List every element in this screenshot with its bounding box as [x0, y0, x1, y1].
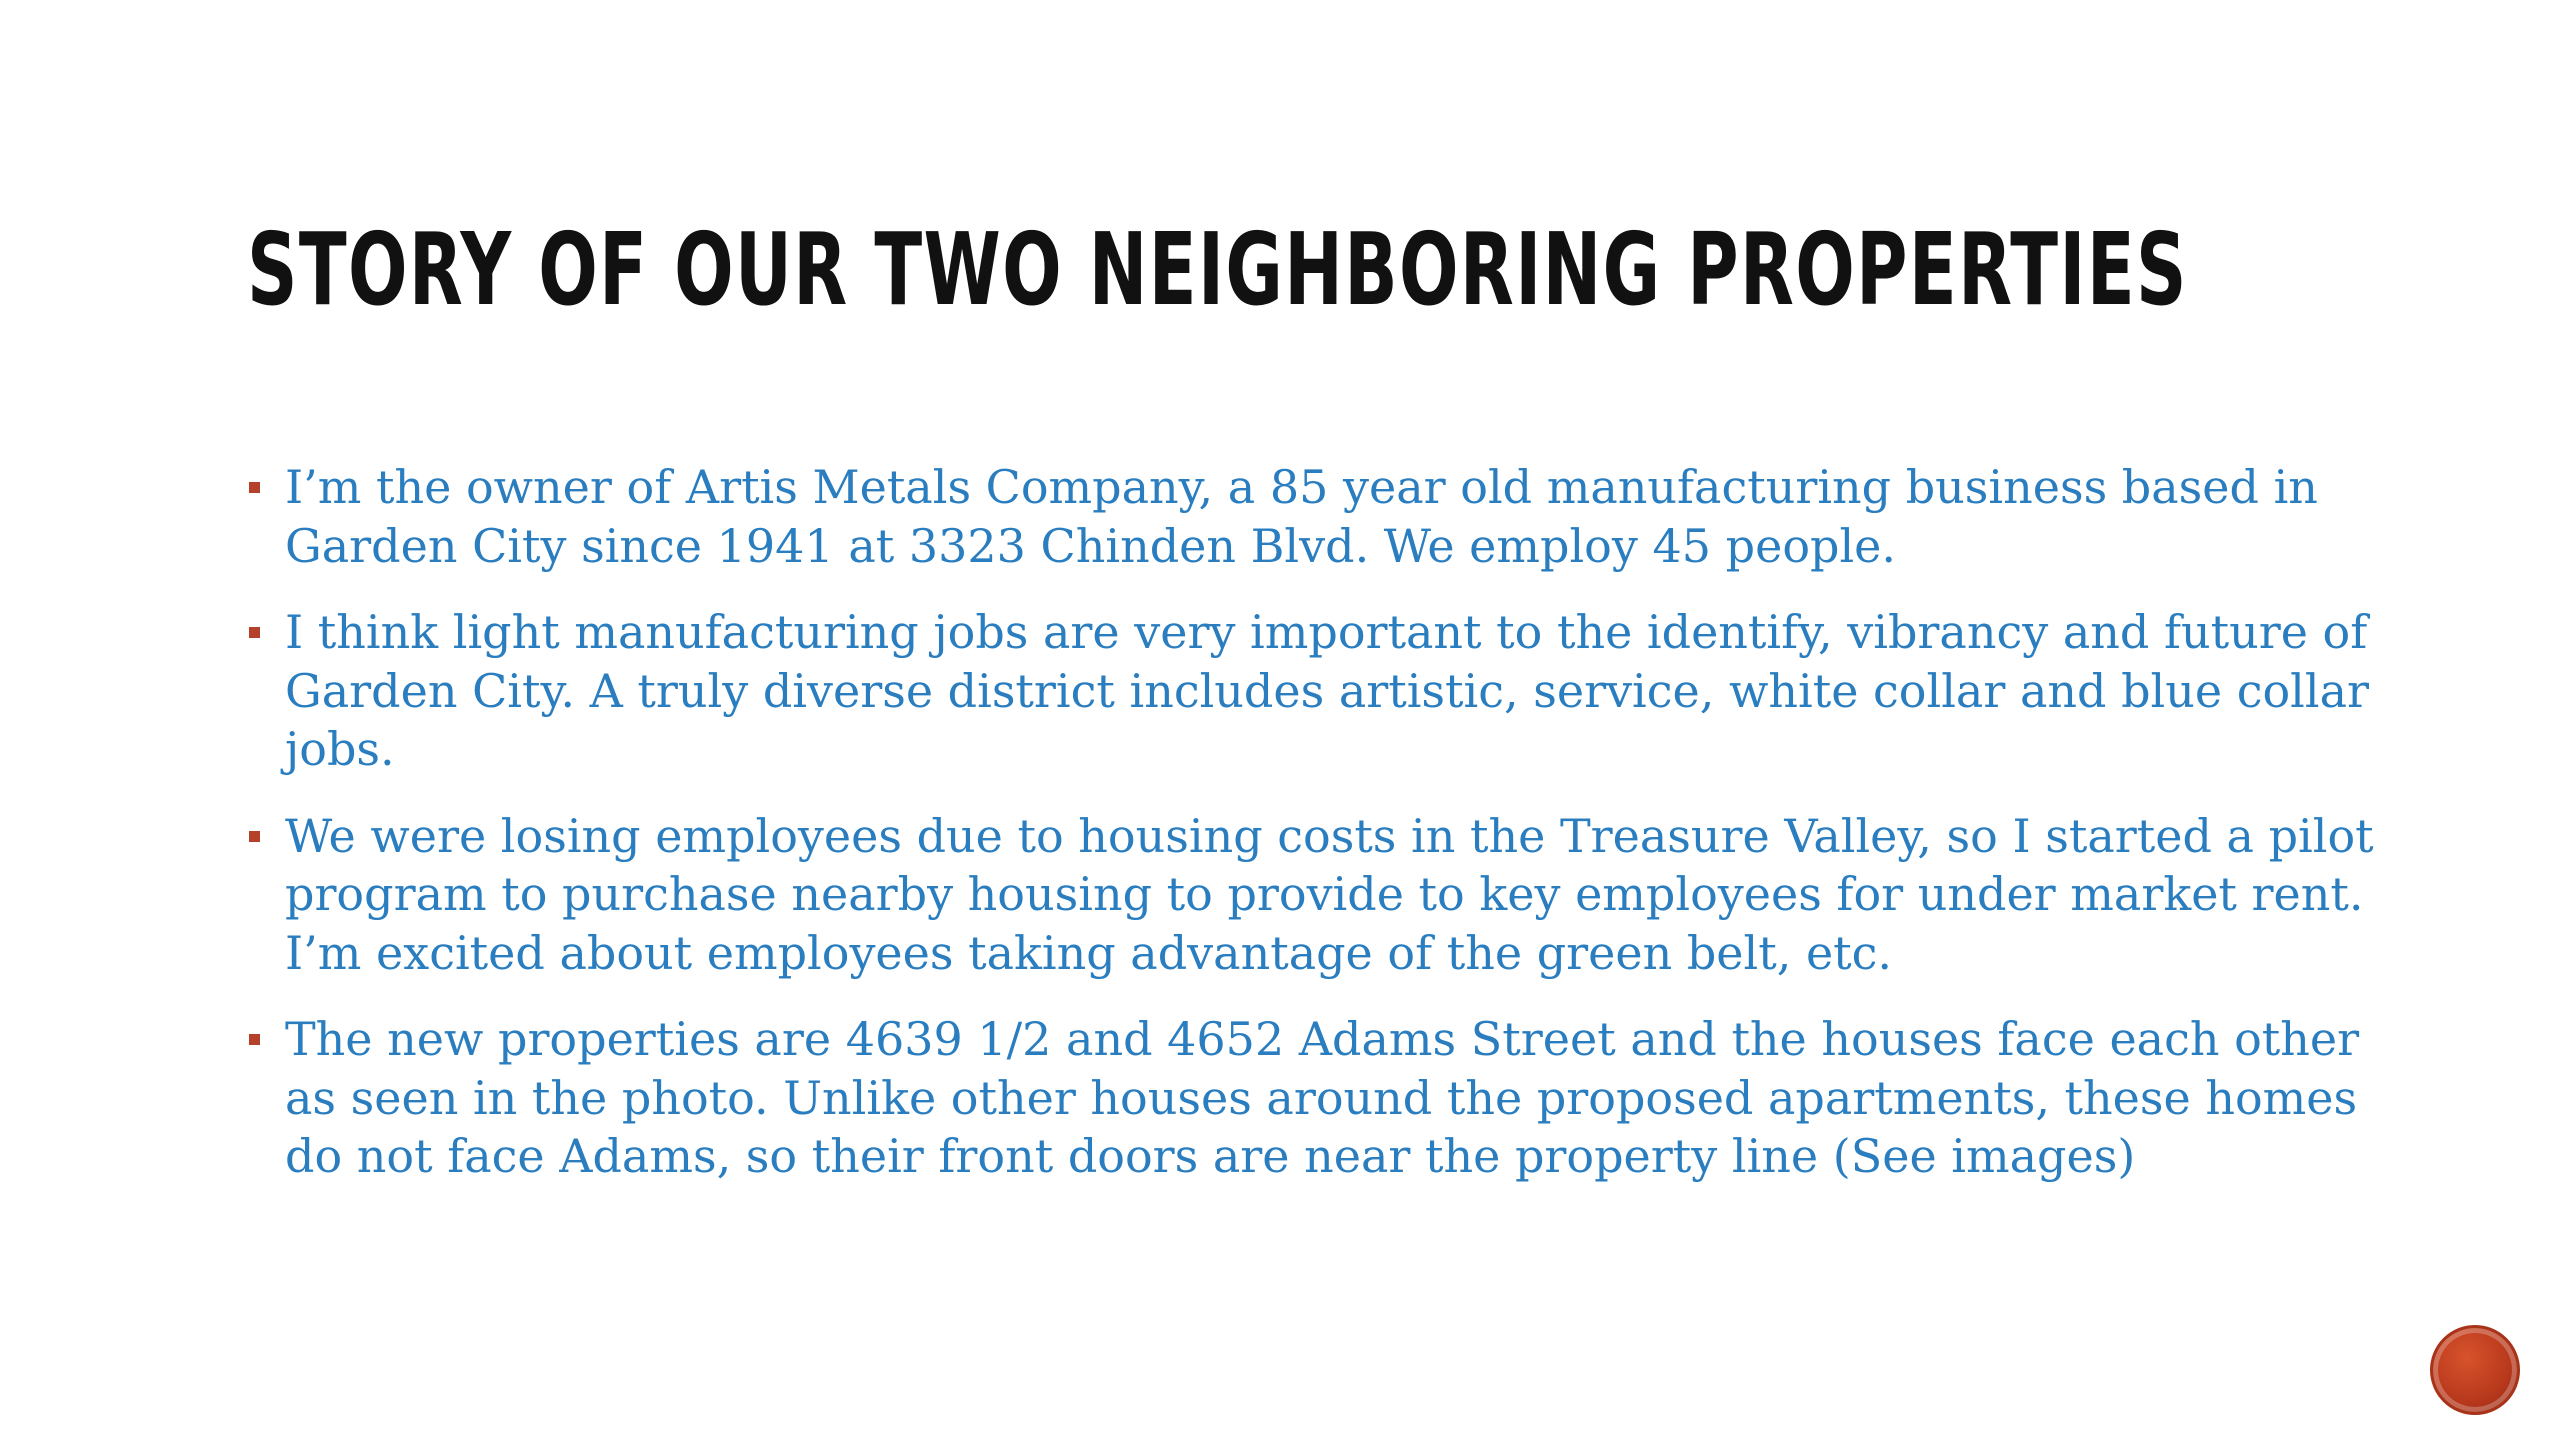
bullet-item — [247, 1010, 2377, 1186]
square-bullet-icon — [249, 482, 260, 493]
square-bullet-icon — [249, 1034, 260, 1045]
square-bullet-icon — [249, 627, 260, 638]
square-bullet-icon — [249, 831, 260, 842]
bullet-item — [247, 603, 2377, 779]
slide-title: STORY OF OUR TWO NEIGHBORING PROPERTIES — [247, 211, 2188, 328]
bullet-text: I think light manufacturing jobs are very important to the identify, vibrancy and future of Garden City. A truly diverse district includes artistic, service, white collar and blue collar jobs. — [285, 605, 2369, 776]
bullet-list — [247, 458, 2377, 1214]
bullet-text: I’m the owner of Artis Metals Company, a 85 year old manufacturing business based in Garden City since 1941 at 3323 Chinden Blvd. We employ 45 people. — [285, 460, 2318, 573]
bullet-item — [247, 458, 2377, 575]
bullet-item — [247, 807, 2377, 983]
bullet-text: The new properties are 4639 1/2 and 4652 Adams Street and the houses face each other as seen in the photo. Unlike other houses around the proposed apartments, these homes do not face Adams, so their front doors are near the property line (See images) — [285, 1012, 2360, 1183]
slide-nav-button-icon[interactable] — [2430, 1325, 2520, 1415]
bullet-text: We were losing employees due to housing costs in the Treasure Valley, so I started a pilot program to purchase nearby housing to provide to key employees for under market rent. I’m excited about employees taking advantage of the green belt, etc. — [285, 808, 2374, 980]
